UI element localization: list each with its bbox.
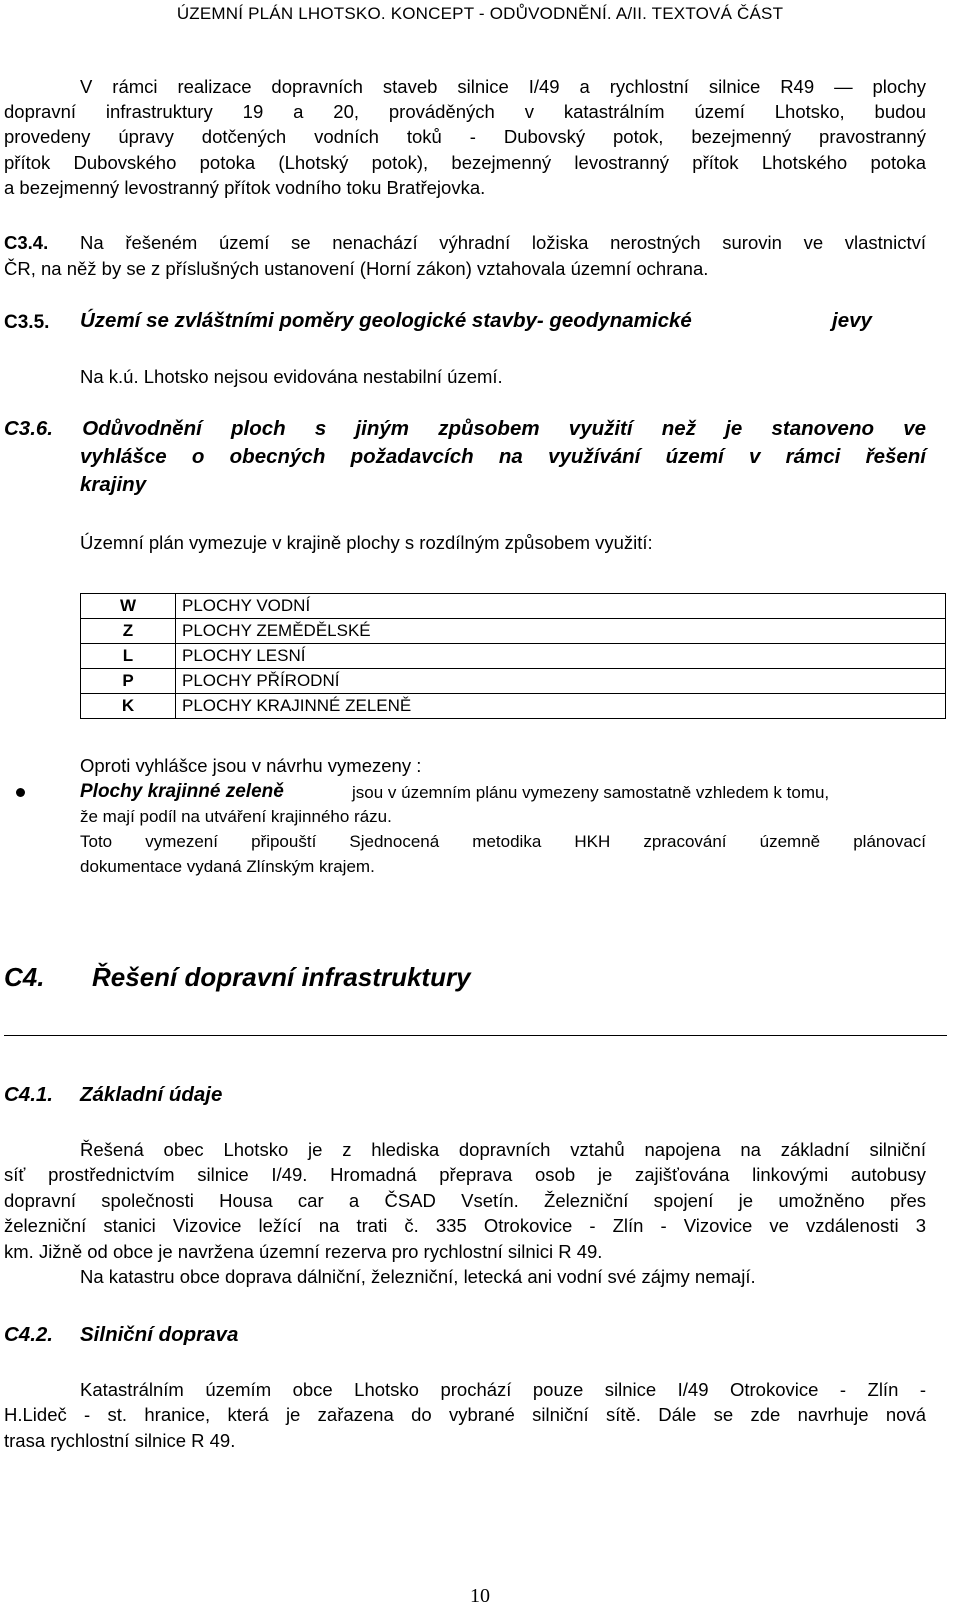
section-number: C4.1. bbox=[4, 1083, 53, 1106]
section-title-line: krajiny bbox=[80, 473, 147, 496]
text-line: km. Jižně od obce je navržena územní rezerva pro rychlostní silnici R 49. bbox=[4, 1241, 603, 1262]
text-line: dokumentace vydaná Zlínským krajem. bbox=[80, 857, 375, 876]
text-line: Řešená obec Lhotsko je z hlediska dopravních vztahů napojena na základní silniční bbox=[80, 1139, 926, 1160]
section-title-end: jevy bbox=[832, 309, 872, 332]
section-number: C3.5. bbox=[4, 312, 50, 333]
text-line: Oproti vyhlášce jsou v návrhu vymezeny : bbox=[80, 755, 422, 776]
text-line: síť prostřednictvím silnice I/49. Hromadná přeprava osob je zajišťována linkovými autobusy bbox=[4, 1164, 926, 1185]
table-row bbox=[81, 619, 946, 644]
section-title: Základní údaje bbox=[80, 1083, 223, 1106]
text-line: železniční stanici Vizovice ležící na trati č. 335 Otrokovice - Zlín - Vizovice ve vzdálenosti 3 bbox=[4, 1215, 926, 1236]
text-line: jsou v územním plánu vymezeny samostatně vzhledem k tomu, bbox=[352, 783, 830, 802]
page-header: ÚZEMNÍ PLÁN LHOTSKO. KONCEPT - ODŮVODNĚNÍ. A/II. TEXTOVÁ ČÁST bbox=[176, 4, 784, 23]
text-line: provedeny úpravy dotčených vodních toků - Dubovský potok, bezejmenný pravostranný bbox=[4, 126, 926, 147]
bullet-title: Plochy krajinné zeleně bbox=[80, 781, 284, 802]
section-title-line: vyhlášce o obecných požadavcích na využívání území v rámci řešení bbox=[80, 445, 926, 468]
legend-code: L bbox=[81, 644, 176, 669]
legend-label: PLOCHY ZEMĚDĚLSKÉ bbox=[176, 619, 946, 644]
section-divider bbox=[4, 1035, 947, 1036]
table-row bbox=[81, 669, 946, 694]
land-use-legend-table bbox=[80, 593, 946, 719]
text-line: a bezejmenný levostranný přítok vodního toku Bratřejovka. bbox=[4, 177, 486, 198]
text-line: Na k.ú. Lhotsko nejsou evidována nestabilní území. bbox=[80, 366, 503, 387]
section-title: Řešení dopravní infrastruktury bbox=[92, 962, 471, 992]
legend-code: P bbox=[81, 669, 176, 694]
legend-label: PLOCHY PŘÍRODNÍ bbox=[176, 669, 946, 694]
text-line: dopravní společnosti Housa car a ČSAD Vsetín. Železniční spojení je umožněno přes bbox=[4, 1190, 926, 1211]
text-line: Toto vymezení připouští Sjednocená metodika HKH zpracování územně plánovací bbox=[80, 832, 926, 851]
section-title-line: C3.6. Odůvodnění ploch s jiným způsobem využití než je stanoveno ve bbox=[4, 417, 926, 440]
section-number: C3.4. bbox=[4, 232, 49, 253]
table-row bbox=[81, 644, 946, 669]
legend-label: PLOCHY KRAJINNÉ ZELENĚ bbox=[176, 694, 946, 719]
text-line: Na katastru obce doprava dálniční, železniční, letecká ani vodní své zájmy nemají. bbox=[80, 1266, 756, 1287]
legend-code: Z bbox=[81, 619, 176, 644]
section-number: C4.2. bbox=[4, 1323, 53, 1346]
text-line: že mají podíl na utváření krajinného rázu. bbox=[80, 807, 392, 826]
text-line: ČR, na něž by se z příslušných ustanovení (Horní zákon) vztahovala územní ochrana. bbox=[4, 258, 709, 279]
table-row bbox=[81, 694, 946, 719]
page-number: 10 bbox=[470, 1585, 490, 1607]
section-title: Silniční doprava bbox=[80, 1323, 239, 1346]
table-row bbox=[81, 594, 946, 619]
text-line: přítok Dubovského potoka (Lhotský potok), bezejmenný levostranný přítok Lhotského potoka bbox=[4, 152, 926, 173]
section-number: C4. bbox=[4, 962, 45, 992]
legend-code: K bbox=[81, 694, 176, 719]
text-line: dopravní infrastruktury 19 a 20, prováděných v katastrálním území Lhotsko, budou bbox=[4, 101, 926, 122]
text-line: H.Lideč - st. hranice, která je zařazena do vybrané silniční sítě. Dále se zde navrhuje nová bbox=[4, 1404, 926, 1425]
legend-label: PLOCHY VODNÍ bbox=[176, 594, 946, 619]
text-line: Na řešeném území se nenachází výhradní ložiska nerostných surovin ve vlastnictví bbox=[80, 232, 926, 253]
legend-code: W bbox=[81, 594, 176, 619]
text-line: V rámci realizace dopravních staveb silnice I/49 a rychlostní silnice R49 — plochy bbox=[80, 76, 926, 97]
text-line: Katastrálním územím obce Lhotsko prochází pouze silnice I/49 Otrokovice - Zlín - bbox=[80, 1379, 926, 1400]
intro-text: Územní plán vymezuje v krajině plochy s rozdílným způsobem využití: bbox=[80, 532, 653, 553]
text-line: trasa rychlostní silnice R 49. bbox=[4, 1430, 236, 1451]
section-title: Území se zvláštními poměry geologické stavby- geodynamické bbox=[80, 309, 692, 332]
legend-label: PLOCHY LESNÍ bbox=[176, 644, 946, 669]
bullet-icon bbox=[16, 788, 25, 797]
